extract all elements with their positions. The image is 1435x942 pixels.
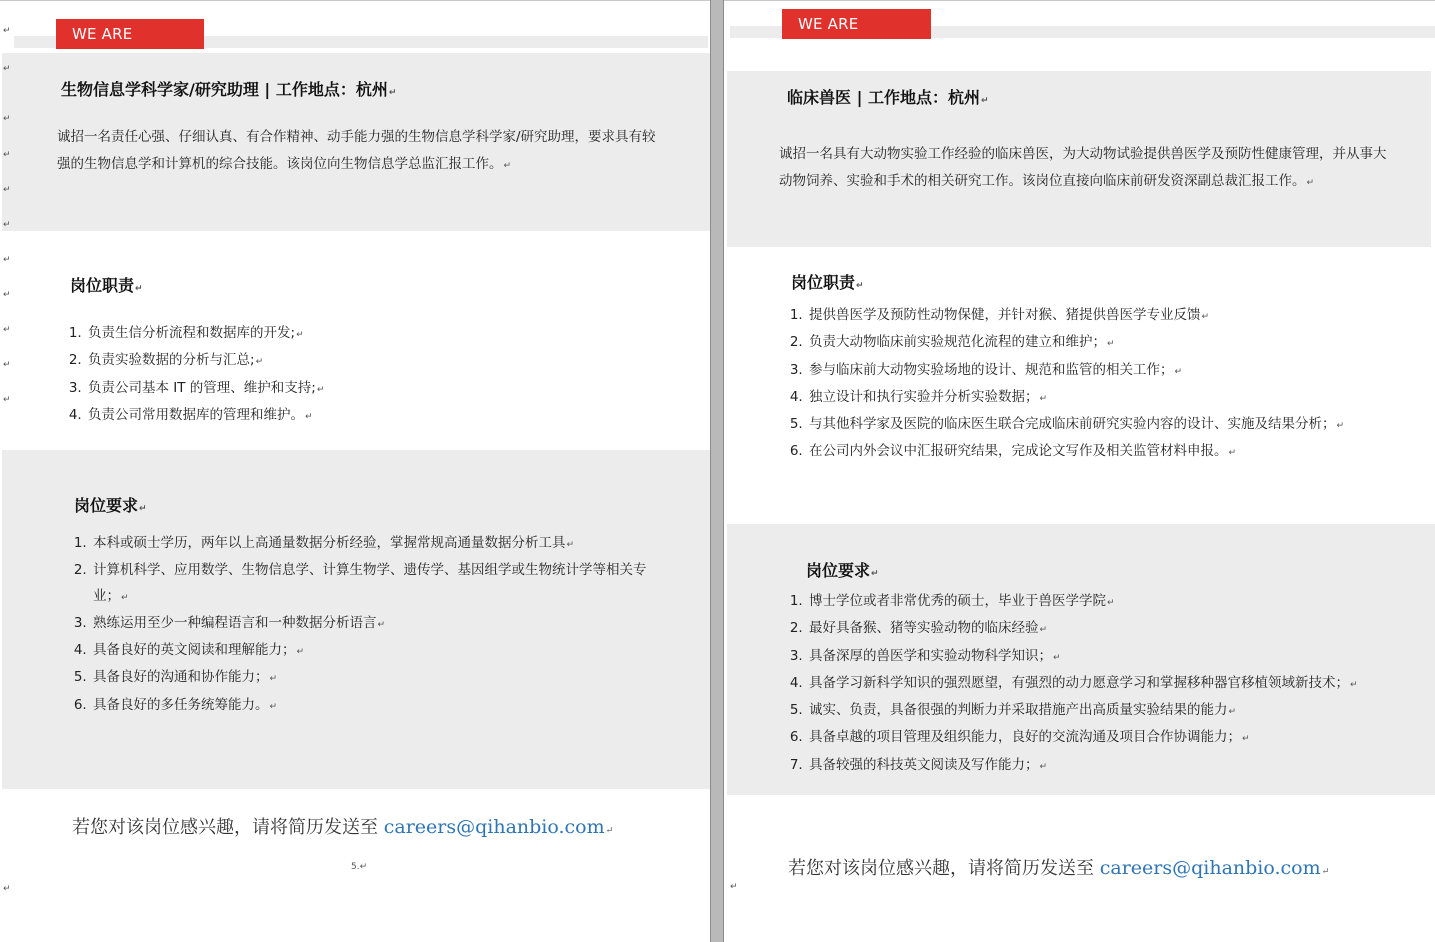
paragraph-mark-icon: ↵ bbox=[3, 395, 11, 405]
paragraph-mark-icon: ↵ bbox=[3, 26, 11, 36]
list-item: 5. 与其他科学家及医院的临床医生联合完成临床前研究实验内容的设计、实施及结果分析；↵ bbox=[807, 412, 1367, 439]
page-number: 5.↵ bbox=[351, 862, 368, 872]
list-item: 2. 负责大动物临床前实验规范化流程的建立和维护；↵ bbox=[807, 330, 1367, 357]
paragraph-mark-icon: ↵ bbox=[3, 255, 11, 265]
list-item: 3. 负责公司基本 IT 的管理、维护和支持;↵ bbox=[86, 376, 686, 403]
job-title: 临床兽医 | 工作地点：杭州↵ bbox=[787, 88, 989, 107]
list-item: 5. 具备良好的沟通和协作能力；↵ bbox=[91, 665, 651, 692]
list-item: 3. 具备深厚的兽医学和实验动物科学知识；↵ bbox=[807, 644, 1367, 671]
list-item: 2. 负责实验数据的分析与汇总;↵ bbox=[86, 348, 686, 375]
paragraph-mark-icon: ↵ bbox=[3, 64, 11, 74]
paragraph-mark-icon: ↵ bbox=[730, 882, 738, 892]
contact-text: 若您对该岗位感兴趣，请将简历发送至 bbox=[788, 858, 1094, 879]
list-item: 7. 具备较强的科技英文阅读及写作能力；↵ bbox=[807, 753, 1367, 780]
list-item: 1. 负责生信分析流程和数据库的开发;↵ bbox=[86, 321, 686, 348]
list-item: 1. 本科或硕士学历，两年以上高通量数据分析经验，掌握常规高通量数据分析工具↵ bbox=[91, 531, 651, 558]
paragraph-mark-icon: ↵ bbox=[3, 360, 11, 370]
paragraph-mark-icon: ↵ bbox=[3, 114, 11, 124]
page-top-border bbox=[0, 0, 712, 1]
list-item: 6. 具备良好的多任务统筹能力。↵ bbox=[91, 693, 651, 720]
list-item: 4. 具备良好的英文阅读和理解能力；↵ bbox=[91, 638, 651, 665]
list-item: 5. 诚实、负责，具备很强的判断力并采取措施产出高质量实验结果的能力↵ bbox=[807, 698, 1367, 725]
requirements-list bbox=[71, 531, 651, 720]
contact-email-link[interactable]: careers@qihanbio.com bbox=[383, 816, 605, 838]
duties-heading: 岗位职责↵ bbox=[791, 273, 864, 292]
requirements-list bbox=[787, 589, 1367, 780]
requirements-heading: 岗位要求↵ bbox=[806, 561, 879, 580]
list-item: 3. 参与临床前大动物实验场地的设计、规范和监管的相关工作；↵ bbox=[807, 358, 1367, 385]
job-intro: 诚招一名具有大动物实验工作经验的临床兽医，为大动物试验提供兽医学及预防性健康管理，并从事大动物饲养、实验和手术的相关研究工作。该岗位直接向临床前研发资深副总裁汇报工作。↵ bbox=[779, 146, 1387, 189]
list-item: 6. 在公司内外会议中汇报研究结果，完成论文写作及相关监管材料申报。↵ bbox=[807, 439, 1367, 466]
paragraph-mark-icon: ↵ bbox=[3, 150, 11, 160]
page-top-border bbox=[724, 0, 1435, 1]
hiring-banner: WE ARE bbox=[56, 19, 204, 49]
contact-email-link[interactable]: careers@qihanbio.com bbox=[1099, 857, 1321, 879]
list-item: 6. 具备卓越的项目管理及组织能力，良好的交流沟通及项目合作协调能力；↵ bbox=[807, 725, 1367, 752]
duties-list bbox=[66, 321, 686, 430]
paragraph-mark-icon: ↵ bbox=[3, 220, 11, 230]
list-item: 4. 独立设计和执行实验并分析实验数据；↵ bbox=[807, 385, 1367, 412]
paragraph-mark-icon: ↵ bbox=[3, 185, 11, 195]
list-item: 1. 博士学位或者非常优秀的硕士，毕业于兽医学学院↵ bbox=[807, 589, 1367, 616]
paragraph-mark-icon: ↵ bbox=[3, 325, 11, 335]
list-item: 2. 计算机科学、应用数学、生物信息学、计算生物学、遗传学、基因组学或生物统计学等相关专业；↵ bbox=[91, 558, 651, 611]
list-item: 3. 熟练运用至少一种编程语言和一种数据分析语言↵ bbox=[91, 611, 651, 638]
paragraph-mark-icon: ↵ bbox=[3, 884, 11, 894]
document-page-left bbox=[0, 0, 712, 942]
list-item: 2. 最好具备猴、猪等实验动物的临床经验↵ bbox=[807, 616, 1367, 643]
list-item: 1. 提供兽医学及预防性动物保健，并针对猴、猪提供兽医学专业反馈↵ bbox=[807, 303, 1367, 330]
hiring-banner: WE ARE HIRING bbox=[782, 9, 931, 39]
duties-heading: 岗位职责↵ bbox=[70, 276, 143, 295]
paragraph-mark-icon: ↵ bbox=[3, 290, 11, 300]
duties-list bbox=[787, 303, 1367, 467]
contact-text: 若您对该岗位感兴趣，请将简历发送至 bbox=[72, 817, 378, 838]
contact-line: 若您对该岗位感兴趣，请将简历发送至 careers@qihanbio.com↵ bbox=[72, 816, 614, 838]
list-item: 4. 具备学习新科学知识的强烈愿望，有强烈的动力愿意学习和掌握移种器官移植领域新技术；↵ bbox=[807, 671, 1367, 698]
page-gutter bbox=[710, 0, 724, 942]
job-intro: 诚招一名责任心强、仔细认真、有合作精神、动手能力强的生物信息学科学家/研究助理，要求具有较强的生物信息学和计算机的综合技能。该岗位向生物信息学总监汇报工作。↵ bbox=[57, 129, 656, 172]
requirements-heading: 岗位要求↵ bbox=[74, 496, 147, 515]
contact-line: 若您对该岗位感兴趣，请将简历发送至 careers@qihanbio.com↵ bbox=[788, 857, 1330, 879]
list-item: 4. 负责公司常用数据库的管理和维护。↵ bbox=[86, 403, 686, 430]
job-title: 生物信息学科学家/研究助理 | 工作地点：杭州↵ bbox=[61, 80, 397, 99]
document-page-right bbox=[724, 0, 1435, 942]
